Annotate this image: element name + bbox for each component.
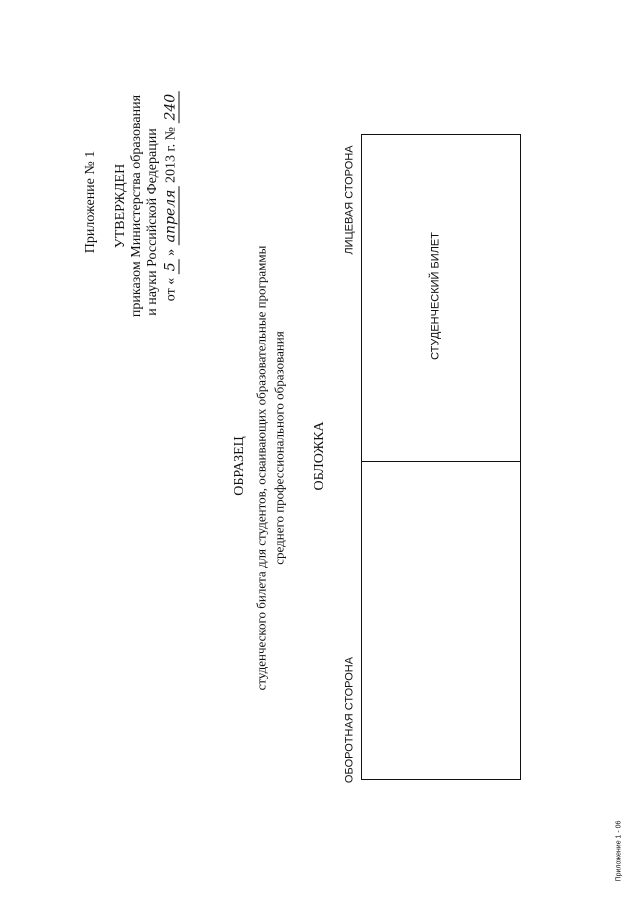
- date-month: апреля: [163, 187, 180, 246]
- date-prefix: от «: [163, 277, 179, 302]
- date-day: 5: [163, 259, 180, 274]
- sample-title: ОБРАЗЕЦ: [232, 436, 247, 496]
- back-side-label: ОБОРОТНАЯ СТОРОНА: [343, 656, 356, 784]
- approved-label: УТВЕРЖДЕН: [113, 163, 128, 249]
- cover-divider: [362, 461, 520, 462]
- front-side-label: ЛИЦЕВАЯ СТОРОНА: [343, 145, 356, 255]
- order-date-line: [164, 91, 179, 301]
- order-line-2: и науки Российской Федерации: [145, 128, 160, 316]
- student-card-cover: [361, 134, 521, 780]
- page-footer-label: Приложение 1 - 06: [615, 820, 623, 882]
- date-year: 2013 г. №: [163, 127, 179, 184]
- cover-label: ОБЛОЖКА: [312, 421, 327, 491]
- appendix-title: Приложение № 1: [83, 150, 98, 254]
- front-side-text: СТУДЕНЧЕСКИЙ БИЛЕТ: [429, 232, 442, 360]
- sample-subtitle-2: среднего профессионального образования: [271, 331, 287, 565]
- sample-subtitle-1: студенческого билета для студентов, осваивающих образовательные программы: [253, 245, 269, 691]
- date-mid: »: [163, 248, 179, 256]
- order-line-1: приказом Министерства образования: [129, 94, 144, 318]
- order-number: 240: [163, 91, 180, 124]
